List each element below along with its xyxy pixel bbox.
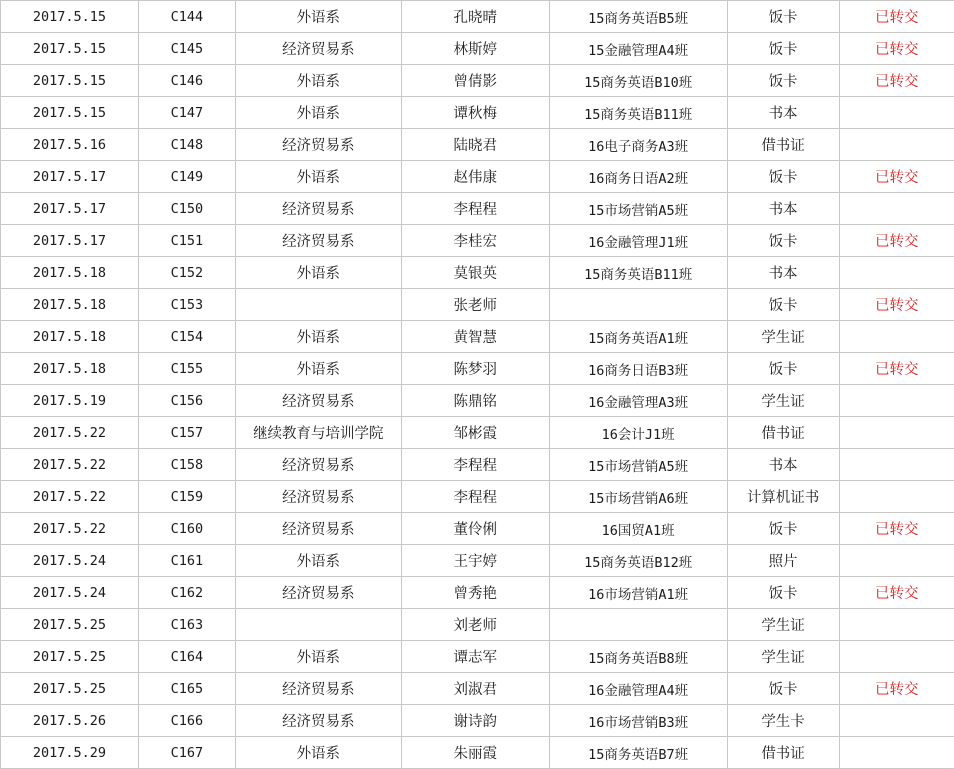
cell-class[interactable]: 15商务英语B5班 (549, 1, 727, 33)
cell-item[interactable]: 饭卡 (727, 353, 839, 385)
table-row (1, 257, 954, 289)
cell-name[interactable]: 朱丽霞 (401, 737, 549, 769)
cell-item[interactable]: 饭卡 (727, 673, 839, 705)
cell-code[interactable]: C150 (138, 193, 235, 225)
cell-name[interactable]: 林斯婷 (401, 33, 549, 65)
cell-status[interactable]: 已转交 (839, 673, 954, 705)
cell-class[interactable]: 15市场营销A6班 (549, 481, 727, 513)
cell-status[interactable]: 已转交 (839, 225, 954, 257)
table-row (1, 353, 954, 385)
table-row (1, 609, 954, 641)
cell-code[interactable]: C147 (138, 97, 235, 129)
cell-status[interactable] (839, 193, 954, 225)
cell-item[interactable]: 学生证 (727, 321, 839, 353)
cell-code[interactable]: C146 (138, 65, 235, 97)
cell-department[interactable]: 经济贸易系 (235, 385, 401, 417)
cell-name[interactable]: 刘淑君 (401, 673, 549, 705)
cell-item[interactable]: 计算机证书 (727, 481, 839, 513)
table-row (1, 577, 954, 609)
cell-status[interactable] (839, 417, 954, 449)
cell-class[interactable]: 15商务英语B10班 (549, 65, 727, 97)
cell-name[interactable]: 曾倩影 (401, 65, 549, 97)
cell-status[interactable]: 已转交 (839, 1, 954, 33)
cell-item[interactable]: 学生证 (727, 641, 839, 673)
table-row (1, 705, 954, 737)
cell-status[interactable] (839, 545, 954, 577)
cell-department[interactable]: 外语系 (235, 257, 401, 289)
cell-name[interactable]: 黄智慧 (401, 321, 549, 353)
cell-class[interactable] (549, 289, 727, 321)
table-row (1, 385, 954, 417)
cell-date[interactable]: 2017.5.15 (1, 97, 139, 129)
cell-status[interactable]: 已转交 (839, 353, 954, 385)
cell-department[interactable]: 外语系 (235, 65, 401, 97)
cell-code[interactable]: C148 (138, 129, 235, 161)
table-row (1, 673, 954, 705)
cell-item[interactable]: 饭卡 (727, 65, 839, 97)
cell-name[interactable]: 谭秋梅 (401, 97, 549, 129)
cell-department[interactable]: 经济贸易系 (235, 513, 401, 545)
cell-class[interactable]: 15商务英语B8班 (549, 641, 727, 673)
table-row (1, 161, 954, 193)
cell-class[interactable]: 16国贸A1班 (549, 513, 727, 545)
cell-code[interactable]: C155 (138, 353, 235, 385)
cell-code[interactable]: C161 (138, 545, 235, 577)
cell-name[interactable]: 陈鼎铭 (401, 385, 549, 417)
cell-item[interactable]: 借书证 (727, 417, 839, 449)
cell-item[interactable]: 书本 (727, 193, 839, 225)
cell-date[interactable]: 2017.5.18 (1, 353, 139, 385)
table-row (1, 449, 954, 481)
cell-item[interactable]: 饭卡 (727, 1, 839, 33)
cell-department[interactable]: 外语系 (235, 97, 401, 129)
cell-status[interactable] (839, 705, 954, 737)
cell-department[interactable]: 经济贸易系 (235, 33, 401, 65)
cell-department[interactable]: 继续教育与培训学院 (235, 417, 401, 449)
cell-status[interactable] (839, 321, 954, 353)
cell-code[interactable]: C165 (138, 673, 235, 705)
cell-date[interactable]: 2017.5.19 (1, 385, 139, 417)
cell-item[interactable]: 书本 (727, 449, 839, 481)
cell-date[interactable]: 2017.5.18 (1, 321, 139, 353)
cell-code[interactable]: C163 (138, 609, 235, 641)
table-row (1, 289, 954, 321)
cell-code[interactable]: C167 (138, 737, 235, 769)
cell-class[interactable]: 16金融管理J1班 (549, 225, 727, 257)
cell-status[interactable] (839, 641, 954, 673)
cell-class[interactable]: 16市场营销A1班 (549, 577, 727, 609)
cell-class[interactable]: 16商务日语A2班 (549, 161, 727, 193)
cell-department[interactable]: 外语系 (235, 545, 401, 577)
cell-status[interactable] (839, 129, 954, 161)
table-row (1, 641, 954, 673)
cell-item[interactable]: 饭卡 (727, 225, 839, 257)
table-row (1, 417, 954, 449)
cell-code[interactable]: C157 (138, 417, 235, 449)
cell-class[interactable]: 16金融管理A3班 (549, 385, 727, 417)
cell-name[interactable]: 陈梦羽 (401, 353, 549, 385)
cell-name[interactable]: 董伶俐 (401, 513, 549, 545)
cell-date[interactable]: 2017.5.15 (1, 65, 139, 97)
cell-date[interactable]: 2017.5.16 (1, 129, 139, 161)
cell-item[interactable]: 饭卡 (727, 289, 839, 321)
cell-date[interactable]: 2017.5.17 (1, 161, 139, 193)
cell-date[interactable]: 2017.5.22 (1, 417, 139, 449)
table-row (1, 321, 954, 353)
table-row (1, 129, 954, 161)
cell-department[interactable]: 外语系 (235, 641, 401, 673)
cell-name[interactable]: 李程程 (401, 193, 549, 225)
cell-department[interactable]: 经济贸易系 (235, 193, 401, 225)
table-row (1, 193, 954, 225)
cell-status[interactable] (839, 385, 954, 417)
cell-code[interactable]: C153 (138, 289, 235, 321)
cell-class[interactable]: 15商务英语B11班 (549, 257, 727, 289)
cell-item[interactable]: 学生证 (727, 385, 839, 417)
cell-date[interactable]: 2017.5.22 (1, 449, 139, 481)
cell-department[interactable]: 经济贸易系 (235, 129, 401, 161)
cell-code[interactable]: C144 (138, 1, 235, 33)
cell-name[interactable]: 赵伟康 (401, 161, 549, 193)
cell-class[interactable]: 15商务英语B7班 (549, 737, 727, 769)
cell-code[interactable]: C158 (138, 449, 235, 481)
cell-class[interactable]: 15市场营销A5班 (549, 449, 727, 481)
cell-class[interactable]: 16金融管理A4班 (549, 673, 727, 705)
cell-item[interactable]: 书本 (727, 257, 839, 289)
cell-class[interactable]: 16电子商务A3班 (549, 129, 727, 161)
cell-department[interactable] (235, 289, 401, 321)
cell-date[interactable]: 2017.5.24 (1, 577, 139, 609)
cell-department[interactable]: 经济贸易系 (235, 577, 401, 609)
cell-name[interactable]: 李程程 (401, 481, 549, 513)
cell-status[interactable] (839, 737, 954, 769)
cell-department[interactable]: 经济贸易系 (235, 673, 401, 705)
cell-date[interactable]: 2017.5.25 (1, 609, 139, 641)
cell-status[interactable]: 已转交 (839, 289, 954, 321)
cell-item[interactable]: 借书证 (727, 737, 839, 769)
cell-status[interactable]: 已转交 (839, 577, 954, 609)
cell-status[interactable] (839, 97, 954, 129)
cell-name[interactable]: 孔晓晴 (401, 1, 549, 33)
cell-status[interactable] (839, 609, 954, 641)
cell-status[interactable]: 已转交 (839, 33, 954, 65)
cell-department[interactable]: 经济贸易系 (235, 481, 401, 513)
table-row (1, 33, 954, 65)
cell-item[interactable]: 书本 (727, 97, 839, 129)
cell-item[interactable]: 学生卡 (727, 705, 839, 737)
cell-department[interactable]: 外语系 (235, 161, 401, 193)
cell-department[interactable]: 经济贸易系 (235, 225, 401, 257)
cell-date[interactable]: 2017.5.22 (1, 513, 139, 545)
cell-name[interactable]: 邹彬霞 (401, 417, 549, 449)
cell-code[interactable]: C166 (138, 705, 235, 737)
cell-class[interactable]: 15商务英语B12班 (549, 545, 727, 577)
cell-department[interactable]: 外语系 (235, 1, 401, 33)
cell-name[interactable]: 王宇婷 (401, 545, 549, 577)
table-row (1, 65, 954, 97)
cell-code[interactable]: C162 (138, 577, 235, 609)
cell-date[interactable]: 2017.5.22 (1, 481, 139, 513)
cell-code[interactable]: C156 (138, 385, 235, 417)
cell-code[interactable]: C149 (138, 161, 235, 193)
cell-class[interactable]: 15商务英语A1班 (549, 321, 727, 353)
cell-name[interactable]: 曾秀艳 (401, 577, 549, 609)
cell-date[interactable]: 2017.5.15 (1, 1, 139, 33)
table-row (1, 225, 954, 257)
cell-code[interactable]: C152 (138, 257, 235, 289)
table-row (1, 513, 954, 545)
table-row (1, 1, 954, 33)
cell-class[interactable]: 15金融管理A4班 (549, 33, 727, 65)
cell-date[interactable]: 2017.5.15 (1, 33, 139, 65)
cell-class[interactable]: 15商务英语B11班 (549, 97, 727, 129)
cell-date[interactable]: 2017.5.24 (1, 545, 139, 577)
cell-department[interactable]: 外语系 (235, 321, 401, 353)
cell-department[interactable]: 经济贸易系 (235, 705, 401, 737)
cell-item[interactable]: 照片 (727, 545, 839, 577)
table-row (1, 481, 954, 513)
cell-status[interactable] (839, 257, 954, 289)
cell-class[interactable]: 15市场营销A5班 (549, 193, 727, 225)
cell-date[interactable]: 2017.5.29 (1, 737, 139, 769)
cell-item[interactable]: 饭卡 (727, 513, 839, 545)
cell-code[interactable]: C154 (138, 321, 235, 353)
table-body (1, 1, 954, 769)
cell-department[interactable]: 经济贸易系 (235, 449, 401, 481)
cell-date[interactable]: 2017.5.25 (1, 641, 139, 673)
cell-date[interactable]: 2017.5.17 (1, 193, 139, 225)
cell-name[interactable]: 刘老师 (401, 609, 549, 641)
cell-name[interactable]: 谢诗韵 (401, 705, 549, 737)
cell-date[interactable]: 2017.5.26 (1, 705, 139, 737)
cell-item[interactable]: 借书证 (727, 129, 839, 161)
cell-name[interactable]: 谭志军 (401, 641, 549, 673)
cell-name[interactable]: 莫银英 (401, 257, 549, 289)
cell-code[interactable]: C160 (138, 513, 235, 545)
cell-class[interactable]: 16市场营销B3班 (549, 705, 727, 737)
cell-status[interactable] (839, 481, 954, 513)
cell-status[interactable]: 已转交 (839, 65, 954, 97)
cell-name[interactable]: 李桂宏 (401, 225, 549, 257)
cell-code[interactable]: C145 (138, 33, 235, 65)
cell-item[interactable]: 饭卡 (727, 577, 839, 609)
table-row (1, 737, 954, 769)
cell-item[interactable]: 饭卡 (727, 161, 839, 193)
cell-status[interactable]: 已转交 (839, 513, 954, 545)
cell-date[interactable]: 2017.5.17 (1, 225, 139, 257)
cell-name[interactable]: 张老师 (401, 289, 549, 321)
cell-code[interactable]: C151 (138, 225, 235, 257)
cell-code[interactable]: C159 (138, 481, 235, 513)
cell-department[interactable]: 外语系 (235, 353, 401, 385)
cell-date[interactable]: 2017.5.18 (1, 257, 139, 289)
cell-date[interactable]: 2017.5.18 (1, 289, 139, 321)
cell-item[interactable]: 饭卡 (727, 33, 839, 65)
cell-department[interactable]: 外语系 (235, 737, 401, 769)
cell-class[interactable]: 16商务日语B3班 (549, 353, 727, 385)
cell-department[interactable] (235, 609, 401, 641)
cell-class[interactable]: 16会计J1班 (549, 417, 727, 449)
cell-item[interactable]: 学生证 (727, 609, 839, 641)
cell-code[interactable]: C164 (138, 641, 235, 673)
table-row (1, 545, 954, 577)
cell-date[interactable]: 2017.5.25 (1, 673, 139, 705)
table-row (1, 97, 954, 129)
cell-status[interactable]: 已转交 (839, 161, 954, 193)
cell-class[interactable] (549, 609, 727, 641)
cell-name[interactable]: 李程程 (401, 449, 549, 481)
cell-name[interactable]: 陆晓君 (401, 129, 549, 161)
cell-status[interactable] (839, 449, 954, 481)
